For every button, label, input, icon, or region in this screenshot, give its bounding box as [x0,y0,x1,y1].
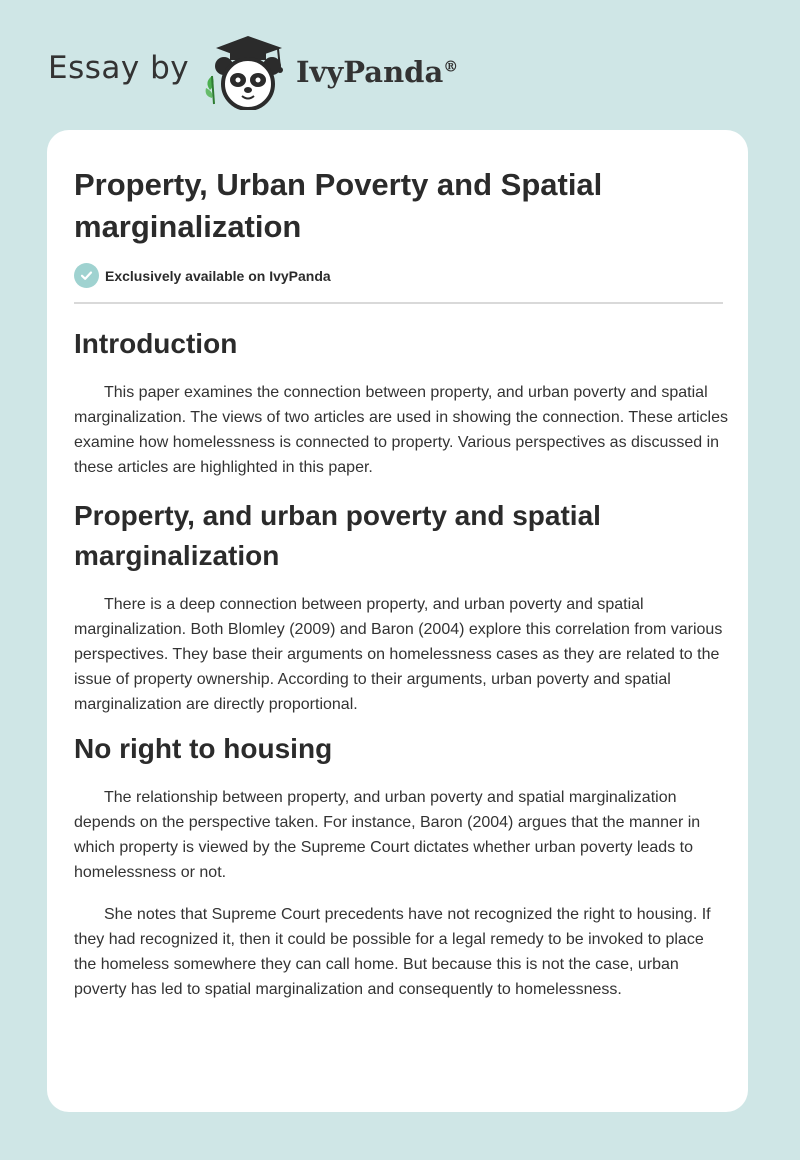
paragraph: The relationship between property, and urban poverty and spatial marginalization depends on the perspective taken. For instance, Baron (2004) argues that the manner in which property is viewed by the Supreme Court dictates whether urban poverty leads to homelessness or not. [74,789,701,881]
paragraph: This paper examines the connection between property, and urban poverty and spatial marginalization. The views of two articles are used in showing the connection. These articles examine how homelessness is connected to property. Various perspectives as discussed in these articles are highlighted in this paper. [74,384,728,476]
brand-name[interactable]: IvyPanda® [296,55,459,89]
section-heading: Property, and urban poverty and spatial marginalization [74,500,601,571]
paragraph: There is a deep connection between property, and urban poverty and spatial marginalization. Both Blomley (2009) and Baron (2004) explore this correlation from various perspectives. They base their arguments on homelessness cases as they are related to the issue of property ownership. According to their arguments, urban poverty and spatial marginalization are directly proportional. [74,596,723,713]
site-header [0,0,800,130]
section-heading: No right to housing [74,733,333,764]
exclusive-label: Exclusively available on IvyPanda [105,267,331,284]
registered-mark: ® [443,57,459,76]
section-heading: Introduction [74,328,238,359]
paragraph: She notes that Supreme Court precedents have not recognized the right to housing. If they had recognized it, then it could be possible for a legal remedy to be invoked to place the homeless somewhere they can call home. But because this is not the case, urban poverty has led to spatial marginalization and consequently to homelessness. [74,906,711,998]
brand-prefix: Essay by [48,50,190,86]
article-card [47,130,748,1112]
section-no-right-to-housing [74,729,729,1002]
article-title: Property, Urban Poverty and Spatial marginalization [74,167,603,244]
exclusive-badge [74,263,331,288]
section-property-urban-poverty [74,496,729,717]
divider [74,302,723,304]
check-icon [74,263,99,288]
panda-logo-icon[interactable] [200,34,292,110]
section-introduction [74,324,729,480]
article-body [74,324,729,1014]
